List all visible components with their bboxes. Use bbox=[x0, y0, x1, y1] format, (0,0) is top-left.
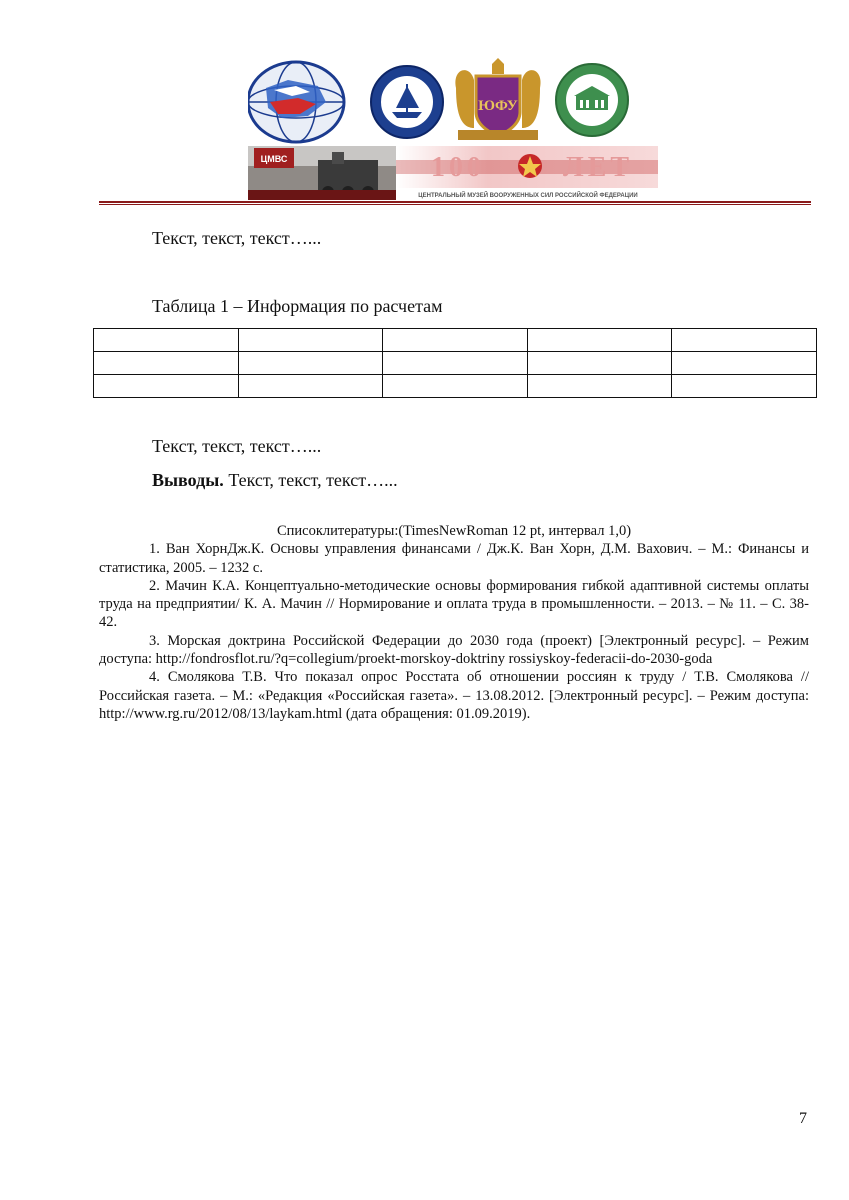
table-row bbox=[94, 352, 817, 375]
header-rule bbox=[99, 201, 811, 205]
body-paragraph: Текст, текст, текст…... bbox=[152, 436, 322, 456]
header-logos bbox=[248, 58, 648, 200]
svg-text:ЦЕНТРАЛЬНЫЙ МУЗЕЙ ВООРУЖЕННЫХ: ЦЕНТРАЛЬНЫЙ МУЗЕЙ ВООРУЖЕННЫХ СИЛ РОССИЙСКОЙ ФЕДЕРАЦИИ bbox=[418, 193, 638, 199]
reference-item: 4. Смолякова Т.В. Что показал опрос Росстата об отношении россиян к труду / Т.В. Смолякова // Российская газета. – М.: «Редакция «Российская газета». – 13.08.2012. [Электронный ресурс]. – Режим доступа: http://www.rg.ru/2012/08/13/laykam.html (дата обращения: 01.09.2019). bbox=[99, 669, 809, 722]
anniversary-100-years bbox=[396, 146, 658, 200]
university-building-logo bbox=[556, 64, 628, 136]
museum-anniversary-banner bbox=[248, 146, 658, 200]
svg-text:ЛЕТ: ЛЕТ bbox=[562, 152, 634, 183]
globe-crimea-logo bbox=[248, 62, 344, 142]
svg-text:100: 100 bbox=[431, 152, 485, 183]
table-cell bbox=[94, 329, 239, 352]
table-cell bbox=[238, 375, 383, 398]
table-cell bbox=[94, 352, 239, 375]
table-cell bbox=[672, 352, 817, 375]
table-cell bbox=[238, 352, 383, 375]
table-cell bbox=[383, 375, 528, 398]
body-paragraph: Текст, текст, текст…... bbox=[152, 228, 322, 248]
conclusions-text: Текст, текст, текст…... bbox=[223, 470, 398, 490]
conclusions-label: Выводы. bbox=[152, 470, 224, 490]
table-cell bbox=[672, 375, 817, 398]
griffins-shield-logo bbox=[455, 58, 540, 140]
table-cell bbox=[527, 329, 672, 352]
table-cell bbox=[94, 375, 239, 398]
references-section bbox=[99, 522, 809, 723]
logo-row bbox=[248, 58, 648, 144]
ship-emblem-logo bbox=[371, 66, 443, 138]
info-table bbox=[93, 328, 817, 398]
table-cell bbox=[527, 375, 672, 398]
table-cell bbox=[383, 352, 528, 375]
table-cell bbox=[238, 329, 383, 352]
table-cell bbox=[383, 329, 528, 352]
table-cell bbox=[527, 352, 672, 375]
table-cell bbox=[672, 329, 817, 352]
museum-photo bbox=[248, 146, 396, 200]
svg-text:ЮФУ: ЮФУ bbox=[478, 98, 518, 114]
reference-item: 1. Ван ХорнДж.К. Основы управления финансами / Дж.К. Ван Хорн, Д.М. Вахович. – М.: Финансы и статистика, 2005. – 1232 с. bbox=[99, 541, 809, 576]
references-title: Списоклитературы:(TimesNewRoman 12 pt, интервал 1,0) bbox=[276, 523, 632, 539]
reference-item: 3. Морская доктрина Российской Федерации до 2030 года (проект) [Электронный ресурс]. – Режим доступа: http://fondrosflot.ru/?q=collegium/proekt-morskoy-doktriny rossiyskoy-federacii-do-2030-goda bbox=[99, 632, 809, 668]
table-row bbox=[94, 329, 817, 352]
table-row bbox=[94, 375, 817, 398]
reference-item: 2. Мачин К.А. Концептуально-методические основы формирования гибкой адаптивной системы оплаты труда на предприятии/ К. А. Мачин // Нормирование и оплата труда в промышленности. – 2013. – № 11. – С. 38-42. bbox=[99, 577, 809, 631]
table-caption: Таблица 1 – Информация по расчетам bbox=[152, 296, 443, 316]
svg-text:ЦМВС: ЦМВС bbox=[260, 154, 288, 164]
conclusions-paragraph bbox=[152, 470, 398, 491]
page-number: 7 bbox=[799, 1110, 807, 1127]
